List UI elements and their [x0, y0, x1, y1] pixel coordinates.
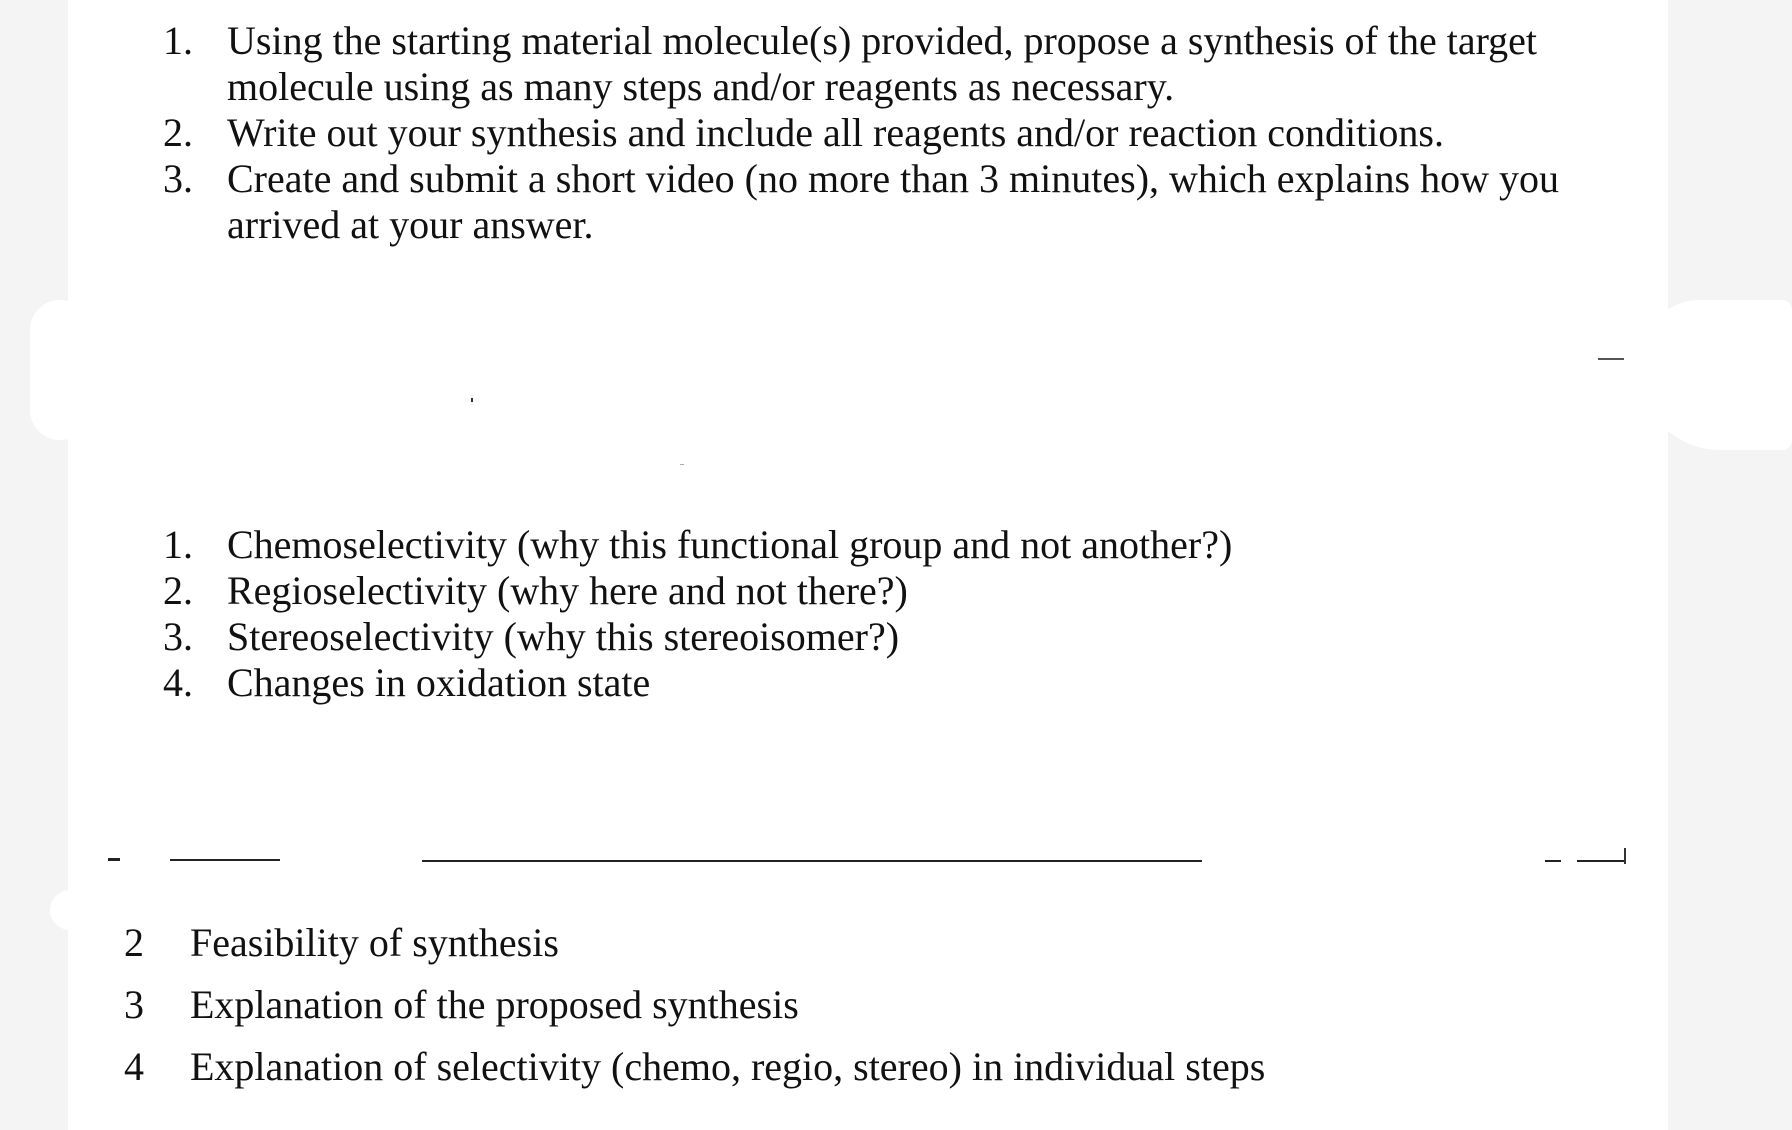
rubric-row: [124, 982, 1524, 1044]
instructions-list: [163, 18, 1583, 248]
criteria-text: Changes in oxidation state: [227, 660, 651, 705]
rubric-row: [124, 1044, 1524, 1106]
rubric-text: Explanation of selectivity (chemo, regio, stereo) in individual steps: [190, 1044, 1266, 1089]
instruction-number: 1.: [163, 18, 193, 63]
rubric-text: Feasibility of synthesis: [190, 920, 559, 965]
table-rule-segment: [1577, 860, 1624, 862]
rubric-text: Explanation of the proposed synthesis: [190, 982, 799, 1027]
table-rule-end: [1624, 848, 1626, 864]
instruction-item: [163, 156, 1583, 248]
instruction-number: 2.: [163, 110, 193, 155]
stray-mark: [471, 398, 473, 402]
instruction-number: 3.: [163, 156, 193, 201]
rubric-points: 2: [124, 920, 144, 965]
table-rule-segment: [108, 858, 120, 861]
rubric-points: 4: [124, 1044, 144, 1089]
rubric-row: [124, 920, 1524, 982]
criteria-number: 1.: [163, 522, 193, 567]
criteria-text: Regioselectivity (why here and not there?): [227, 568, 908, 613]
criteria-text: Stereoselectivity (why this stereoisomer?): [227, 614, 900, 659]
criteria-text: Chemoselectivity (why this functional group and not another?): [227, 522, 1233, 567]
rubric-points: 3: [124, 982, 144, 1027]
criteria-item: [163, 568, 1363, 614]
criteria-number: 4.: [163, 660, 193, 705]
stray-mark: [1598, 358, 1624, 360]
table-rule-segment: [1545, 860, 1561, 862]
instruction-item: [163, 110, 1583, 156]
criteria-number: 2.: [163, 568, 193, 613]
criteria-item: [163, 660, 1363, 706]
table-rule-segment: [422, 860, 1202, 862]
instruction-item: [163, 18, 1583, 110]
criteria-item: [163, 522, 1363, 568]
rubric-list: [124, 920, 1524, 1106]
instruction-text: Create and submit a short video (no more than 3 minutes), which explains how you arrived at your answer.: [227, 156, 1559, 247]
stray-mark: [680, 464, 684, 465]
criteria-item: [163, 614, 1363, 660]
criteria-list: [163, 522, 1363, 706]
table-rule-segment: [170, 859, 280, 861]
instruction-text: Using the starting material molecule(s) provided, propose a synthesis of the target molecule using as many steps and/or reagents as necessary.: [227, 18, 1538, 109]
criteria-number: 3.: [163, 614, 193, 659]
redaction-smudge-left-lower: [50, 890, 90, 930]
redaction-smudge-left: [30, 300, 90, 440]
instruction-text: Write out your synthesis and include all reagents and/or reaction conditions.: [227, 110, 1444, 155]
